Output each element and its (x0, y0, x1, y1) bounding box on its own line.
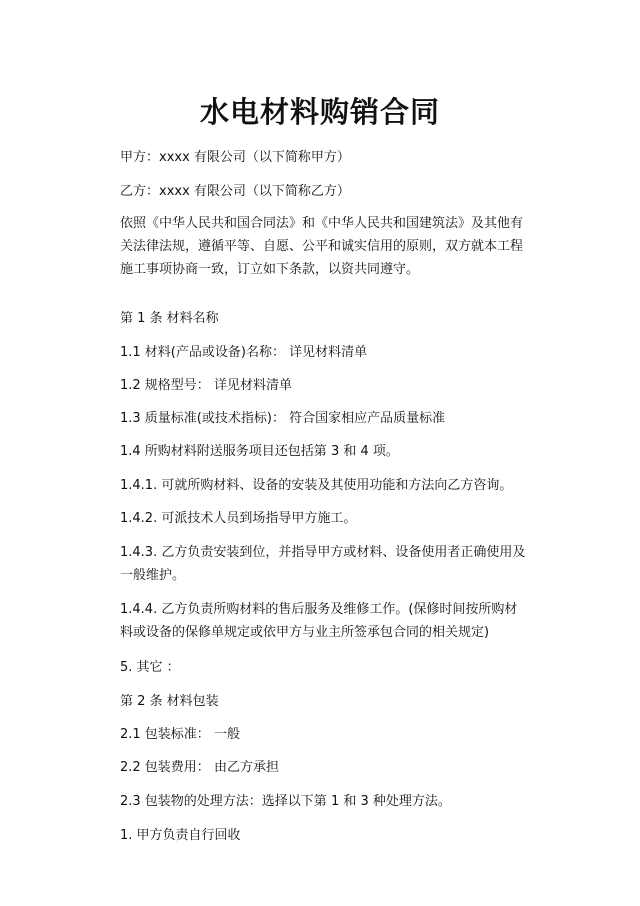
clause-5-other: 5. 其它 ： (120, 660, 180, 675)
clause-1-4: 1.4 所购材料附送服务项目还包括第 3 和 4 项。 (120, 444, 399, 459)
clause-2-2: 2.2 包装费用： 由乙方承担 (120, 760, 279, 775)
preamble-paragraph: 依照《中华人民共和国合同法》和《中华人民共和国建筑法》及其他有关法律法规，遵循平等、自愿、公平和诚实信用的原则，双方就本工程施工事项协商一致，订立如下条款，以资共同遵守。 (120, 216, 524, 277)
clause-1-1: 1.1 材料(产品或设备)名称： 详见材料清单 (120, 345, 368, 360)
clause-1-4-1: 1.4.1. 可就所购材料、设备的安装及其使用功能和方法向乙方咨询。 (120, 478, 513, 493)
clause-1-4-2: 1.4.2. 可派技术人员到场指导甲方施工。 (120, 511, 357, 526)
party-a: 甲方：xxxx 有限公司（以下简称甲方） (120, 150, 350, 165)
clause-2-3: 2.3 包装物的处理方法：选择以下第 1 和 3 种处理方法。 (120, 794, 451, 809)
clause-1-4-3: 1.4.3. 乙方负责安装到位，并指导甲方或材料、设备使用者正确使用及一般维护。 (120, 545, 526, 583)
article-1-heading: 第 1 条 材料名称 (120, 311, 219, 326)
clause-2-3-option-1: 1. 甲方负责自行回收 (120, 828, 241, 843)
clause-1-4-4: 1.4.4. 乙方负责所购材料的售后服务及维修工作。(保修时间按所购材料或设备的保修单规定或依甲方与业主所签承包合同的相关规定) (120, 602, 518, 640)
party-b: 乙方：xxxx 有限公司（以下简称乙方） (120, 184, 350, 199)
clause-1-2: 1.2 规格型号： 详见材料清单 (120, 378, 292, 393)
article-2-heading: 第 2 条 材料包装 (120, 694, 219, 709)
clause-2-1: 2.1 包装标准： 一般 (120, 727, 240, 742)
clause-1-3: 1.3 质量标准(或技术指标)： 符合国家相应产品质量标准 (120, 411, 446, 426)
document-title: 水电材料购销合同 (199, 95, 440, 129)
